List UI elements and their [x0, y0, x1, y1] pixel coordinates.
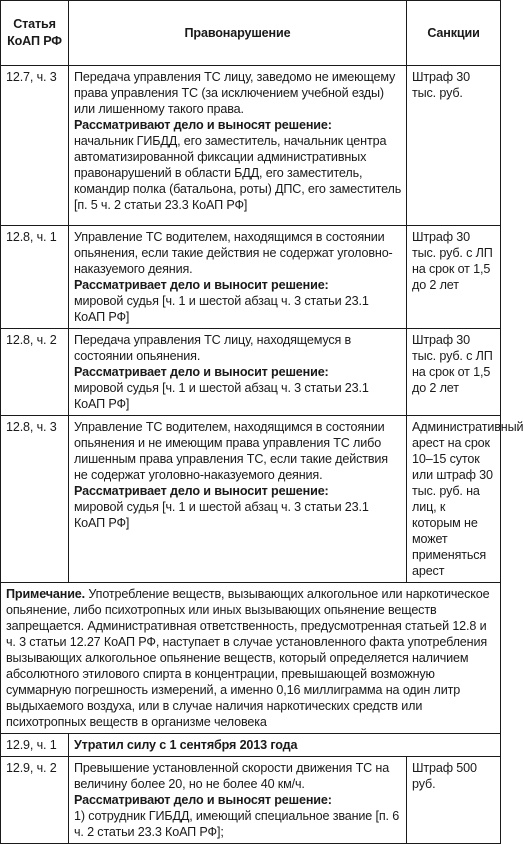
offense-cell — [69, 226, 407, 329]
sanction-cell: Штраф 500 руб. — [407, 757, 501, 844]
sanction-cell: Штраф 30 тыс. руб. — [407, 66, 501, 226]
authority-heading: Рассматривает дело и выносит решение: — [74, 484, 329, 498]
table-row — [1, 757, 501, 844]
article-cell: 12.9, ч. 2 — [1, 757, 69, 844]
note-text: Употребление веществ, вызывающих алкогольное или наркотическое опьянение, либо психотропных или иных вызывающих опьянение веществ запрещается. Административная ответственность, предусмотренная статьей 12.8 и ч. 3 статьи 12.27 КоАП РФ, наступает в случае установленного факта употребления вызывающих алкогольное опьянение веществ, который определяется наличием абсолютного этилового спирта в концентрации, превышающей возможную суммарную погрешность измерений, а именно 0,16 миллиграмма на один литр выдыхаемого воздуха, или в случае наличия наркотических средств или психотропных веществ в организме человека — [6, 587, 490, 729]
authority-heading: Рассматривают дело и выносят решение: — [74, 793, 332, 807]
article-cell: 12.8, ч. 3 — [1, 416, 69, 583]
header-offense: Правонарушение — [69, 1, 407, 66]
table-header-row — [1, 1, 501, 66]
article-cell: 12.8, ч. 1 — [1, 226, 69, 329]
table-row — [1, 226, 501, 329]
note-label: Примечание. — [6, 587, 86, 601]
sanction-cell: Штраф 30 тыс. руб. с ЛП на срок от 1,5 до 2 лет — [407, 226, 501, 329]
repealed-row — [1, 734, 501, 757]
sanction-cell: Штраф 30 тыс. руб. с ЛП на срок от 1,5 до 2 лет — [407, 329, 501, 416]
authority-heading: Рассматривают дело и выносят решение: — [74, 118, 332, 132]
offense-cell — [69, 66, 407, 226]
header-sanctions: Санкции — [407, 1, 501, 66]
authority-heading: Рассматривает дело и выносит решение: — [74, 278, 329, 292]
offense-text: Управление ТС водителем, находящимся в состоянии опьянения и не имеющим права управления ТС либо лишенным права управления ТС, если такие действия не содержат уголовно-наказуемого деяния. — [74, 420, 388, 482]
offense-text: Передача управления ТС лицу, заведомо не имеющему права управления ТС (за исключением учебной езды) или лишенному такого права. — [74, 70, 396, 116]
offense-text: Передача управления ТС лицу, находящемуся в состоянии опьянения. — [74, 333, 352, 363]
article-cell: 12.7, ч. 3 — [1, 66, 69, 226]
header-article: Статья КоАП РФ — [1, 1, 69, 66]
offense-cell — [69, 757, 407, 844]
authority-text: мировой судья [ч. 1 и шестой абзац ч. 3 статьи 23.1 КоАП РФ] — [74, 294, 369, 324]
note-row — [1, 583, 501, 734]
offense-cell — [69, 416, 407, 583]
note-cell — [1, 583, 501, 734]
offense-text: Управление ТС водителем, находящимся в состоянии опьянения, если такие действия не содержат уголовно-наказуемого деяния. — [74, 230, 393, 276]
offense-cell — [69, 329, 407, 416]
authority-text: мировой судья [ч. 1 и шестой абзац ч. 3 статьи 23.1 КоАП РФ] — [74, 381, 369, 411]
table-row — [1, 329, 501, 416]
offense-text: Превышение установленной скорости движения ТС на величину более 20, но не более 40 км/ч. — [74, 761, 390, 791]
authority-text: 1) сотрудник ГИБДД, имеющий специальное звание [п. 6 ч. 2 статьи 23.3 КоАП РФ]; — [74, 809, 400, 839]
repealed-text: Утратил силу с 1 сентября 2013 года — [69, 734, 501, 757]
authority-text: мировой судья [ч. 1 и шестой абзац ч. 3 статьи 23.1 КоАП РФ] — [74, 500, 369, 530]
article-cell: 12.9, ч. 1 — [1, 734, 69, 757]
sanction-cell: Административный арест на срок 10–15 суток или штраф 30 тыс. руб. на лиц, к которым не может применяться арест — [407, 416, 501, 583]
table-row — [1, 66, 501, 226]
authority-heading: Рассматривает дело и выносит решение: — [74, 365, 329, 379]
authority-text: начальник ГИБДД, его заместитель, начальник центра автоматизированной фиксации административных правонарушений в области БДД, его заместитель, командир полка (батальона, роты) ДПС, его заместитель [п. 5 ч. 2 статьи 23.3 КоАП РФ] — [74, 134, 402, 212]
table-row — [1, 416, 501, 583]
article-cell: 12.8, ч. 2 — [1, 329, 69, 416]
